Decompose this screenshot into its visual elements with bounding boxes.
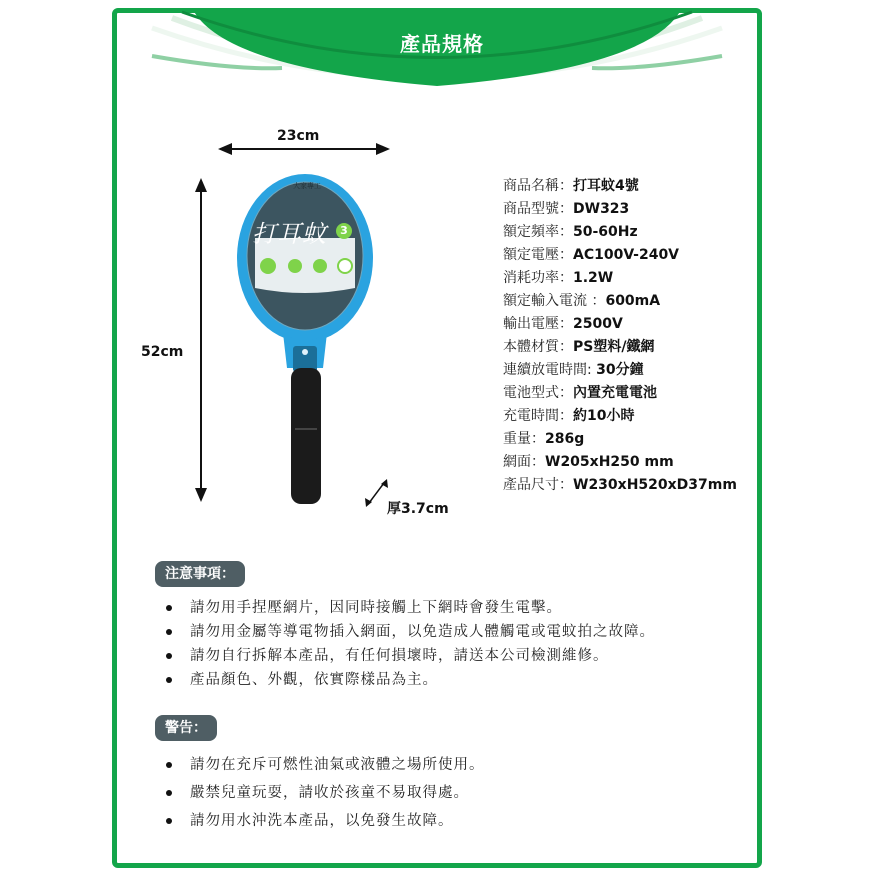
spec-value: AC100V-240V — [573, 247, 680, 263]
brand-text: 大家專工 — [293, 182, 321, 190]
spec-row — [503, 359, 737, 382]
spec-value: 286g — [545, 431, 585, 447]
spec-label: 額定電壓： — [503, 247, 573, 263]
spec-label: 額定輸入電流 ： — [503, 293, 606, 309]
spec-value: DW323 — [573, 201, 630, 217]
spec-row — [503, 336, 737, 359]
spec-label: 本體材質： — [503, 339, 573, 355]
spec-row — [503, 451, 737, 474]
spec-row — [503, 428, 737, 451]
spec-value: 約10小時 — [573, 408, 635, 424]
spec-label: 額定頻率： — [503, 224, 573, 240]
spec-label: 重量： — [503, 431, 545, 447]
notes-heading: 注意事項： — [155, 561, 245, 587]
spec-value: 內置充電電池 — [573, 385, 657, 401]
spec-value: PS塑料/鐵網 — [573, 339, 655, 355]
spec-row — [503, 175, 737, 198]
spec-row — [503, 313, 737, 336]
list-item: 請勿自行拆解本產品，有任何損壞時，請送本公司檢測維修。 — [166, 644, 655, 668]
spec-value: 600mA — [605, 293, 661, 309]
model-badge: 3 — [336, 223, 352, 239]
spec-label: 產品尺寸： — [503, 477, 573, 493]
spec-row — [503, 221, 737, 244]
spec-row — [503, 382, 737, 405]
notes-list — [166, 596, 655, 692]
spec-list — [503, 175, 737, 497]
warnings-heading: 警告： — [155, 715, 217, 741]
spec-label: 輸出電壓： — [503, 316, 573, 332]
height-label: 52cm — [141, 344, 184, 360]
list-item: 請勿用水沖洗本產品，以免發生故障。 — [166, 807, 485, 835]
spec-value: 50-60Hz — [573, 224, 638, 240]
spec-row — [503, 405, 737, 428]
page-title: 產品規格 — [400, 32, 484, 56]
spec-row — [503, 244, 737, 267]
spec-label: 消耗功率： — [503, 270, 573, 286]
width-label: 23cm — [277, 128, 320, 144]
list-item: 產品顏色、外觀，依實際樣品為主。 — [166, 668, 655, 692]
spec-label: 充電時間： — [503, 408, 573, 424]
list-item: 請勿在充斥可燃性油氣或液體之場所使用。 — [166, 751, 485, 779]
spec-row — [503, 290, 737, 313]
spec-label: 連續放電時間: — [503, 362, 597, 378]
spec-label: 電池型式： — [503, 385, 573, 401]
list-item: 嚴禁兒童玩耍，請收於孩童不易取得處。 — [166, 779, 485, 807]
spec-row — [503, 474, 737, 497]
spec-value: 打耳蚊4號 — [573, 178, 639, 194]
product-name-text: 打耳蚊 — [252, 220, 327, 248]
thickness-label: 厚3.7cm — [387, 501, 449, 517]
spec-row — [503, 198, 737, 221]
spec-row — [503, 267, 737, 290]
warnings-list — [166, 751, 485, 835]
spec-value: 2500V — [573, 316, 623, 332]
spec-value: W230xH520xD37mm — [573, 477, 737, 493]
spec-value: 1.2W — [573, 270, 614, 286]
spec-value: W205xH250 mm — [545, 454, 674, 470]
list-item: 請勿用手捏壓網片，因同時接觸上下網時會發生電擊。 — [166, 596, 655, 620]
spec-value: 30分鐘 — [596, 362, 644, 378]
list-item: 請勿用金屬等導電物插入網面，以免造成人體觸電或電蚊拍之故障。 — [166, 620, 655, 644]
spec-label: 網面： — [503, 454, 545, 470]
spec-label: 商品名稱： — [503, 178, 573, 194]
spec-label: 商品型號： — [503, 201, 573, 217]
